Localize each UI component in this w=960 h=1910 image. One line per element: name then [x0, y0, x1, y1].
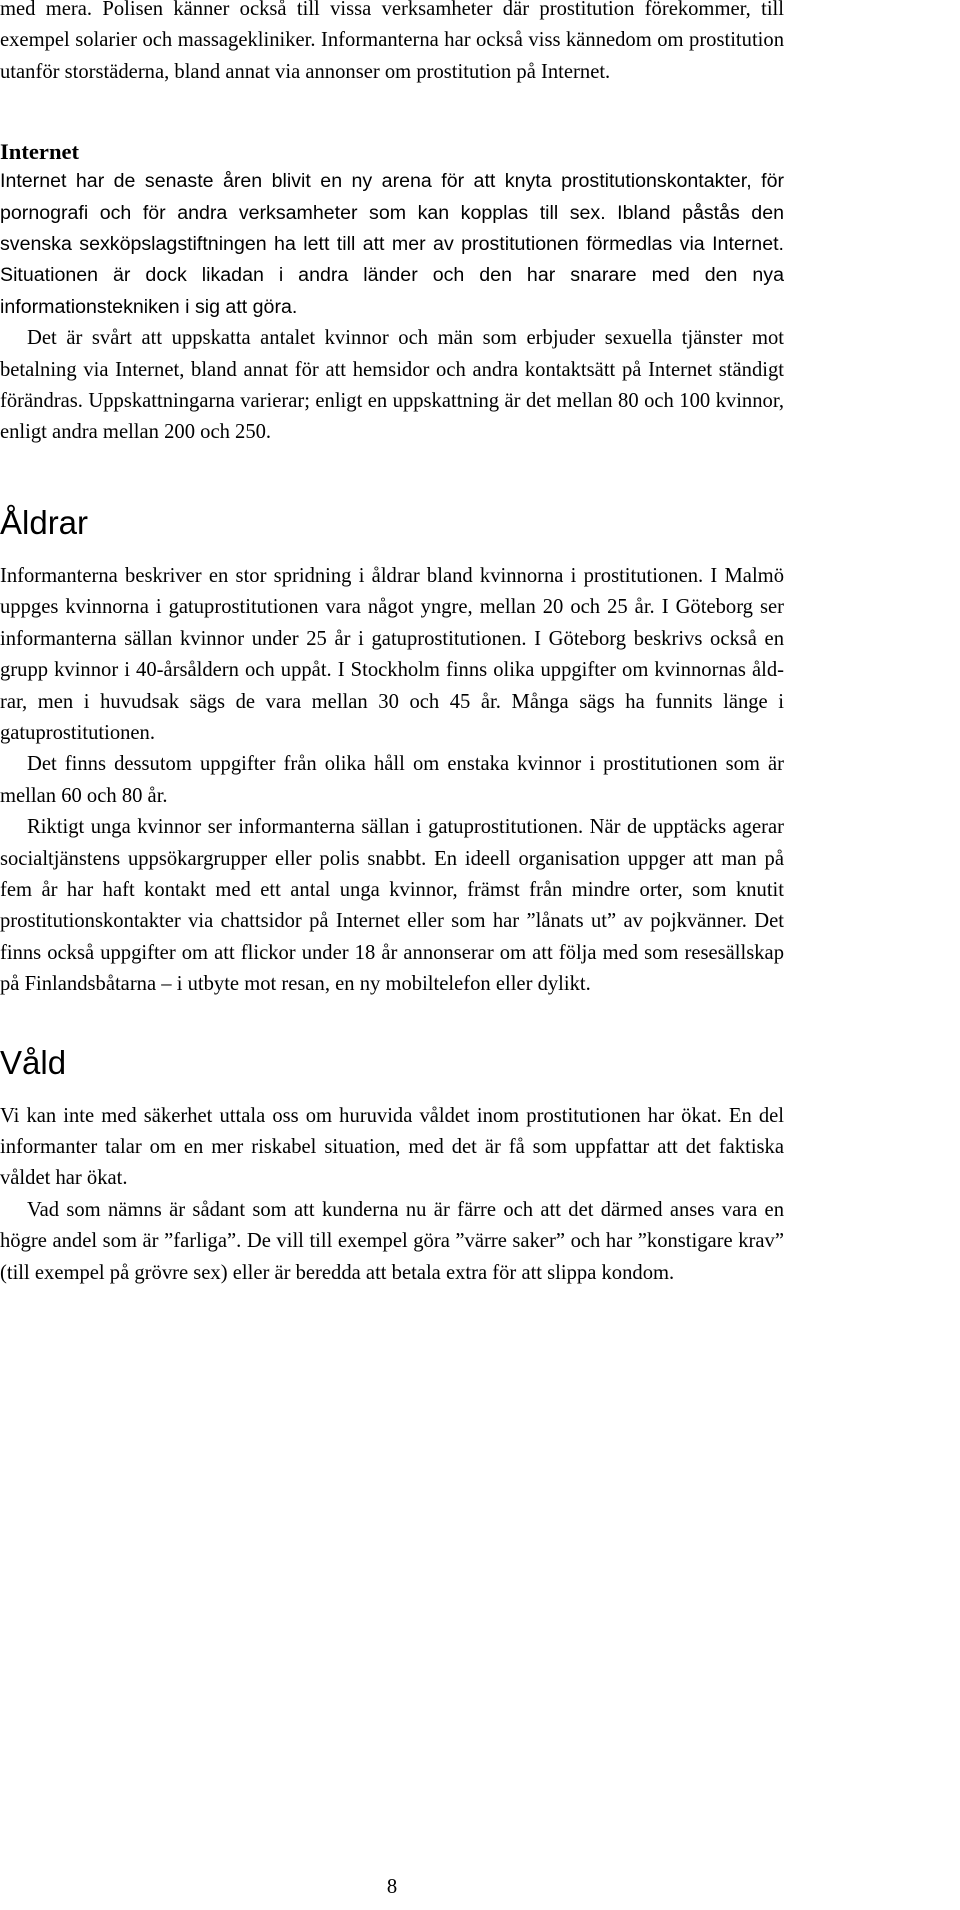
aldrar-paragraph-1: Informanterna beskriver en stor spridning i åldrar bland kvinnorna i prostitutionen. I Malmö uppges kvinnorna i gatuprostitutionen vara något yngre, mellan 20 och 25 år. I Göteborg ser informanterna sällan kvinnor under 25 år i gatuprostitutionen. I Göteborg beskrivs också en grupp kvinnor i 40-årsåldern och uppåt. I Stockholm finns olika uppgifter om kvinnornas åldrar, men i huvudsak sägs de vara mellan 30 och 45 år. Många sägs ha funnits länge i gatuprostitutionen. — [0, 564, 784, 744]
aldrar-paragraph-3: Riktigt unga kvinnor ser informanterna sällan i gatuprostitutionen. När de upptäcks agerar socialtjänstens uppsökargrupper eller polis snabbt. En ideell organisation uppger att man på fem år har haft kontakt med ett antal unga kvinnor, främst från mindre orter, som knutit prostitutionskontakter via chattsidor på Internet eller som har ”lånats ut” av pojkvänner. Det finns också uppgifter om att flickor under 18 år annonserar om att följa med som resesällskap på Finlandsbåtarna – i utbyte mot resan, en ny mobiltelefon eller dylikt. — [0, 816, 784, 996]
aldrar-paragraph-2: Det finns dessutom uppgifter från olika håll om enstaka kvinnor i prostitutionen som är mellan 60 och 80 år. — [0, 753, 784, 807]
vald-paragraph-1: Vi kan inte med säkerhet uttala oss om huruvida våldet inom prostitutionen har ökat. En del informanter talar om en mer riskabel situation, med det är få som uppfattar att det faktiska våldet har ökat. — [0, 1104, 784, 1190]
internet-paragraph-2: Det är svårt att uppskatta antalet kvinnor och män som erbjuder sexuella tjänster mot betalning via Internet, bland annat för att hemsidor och andra kontaktsätt på Internet ständigt förändras. Uppskattningarna varierar; enligt en uppskattning är det mellan 80 och 100 kvinnor, enligt andra mellan 200 och 250. — [0, 327, 784, 444]
vald-paragraph-2: Vad som nämns är sådant som att kunderna nu är färre och att det därmed anses vara en högre andel som är ”farliga”. De vill till exempel göra ”värre saker” och har ”konstigare krav” (till exempel på grövre sex) eller är beredda att betala extra för att slippa kondom. — [0, 1198, 784, 1284]
intro-paragraph: med mera. Polisen känner också till vissa verksamheter där prostitution förekommer, till exempel solarier och massagekliniker. Informanterna har också viss kännedom om prostitution utanför storstäderna, bland annat via annonser om prostitution på Internet. — [0, 0, 784, 83]
page-number: 8 — [386, 1876, 398, 1898]
heading-internet: Internet — [0, 139, 80, 165]
heading-vald: Våld — [0, 1043, 67, 1081]
heading-aldrar: Åldrar — [0, 503, 89, 541]
internet-paragraph-1: Internet har de senaste åren blivit en ny arena för att knyta prostitutionskontakter, för pornografi och för andra verksamheter som kan kopplas till sex. Ibland påstås den svenska sexköpslagstiftningen ha lett till att mer av prostitutionen förmedlas via Internet. Situationen är dock likadan i andra länder och den har snarare med den nya informationstekniken i sig att göra. — [0, 170, 784, 318]
